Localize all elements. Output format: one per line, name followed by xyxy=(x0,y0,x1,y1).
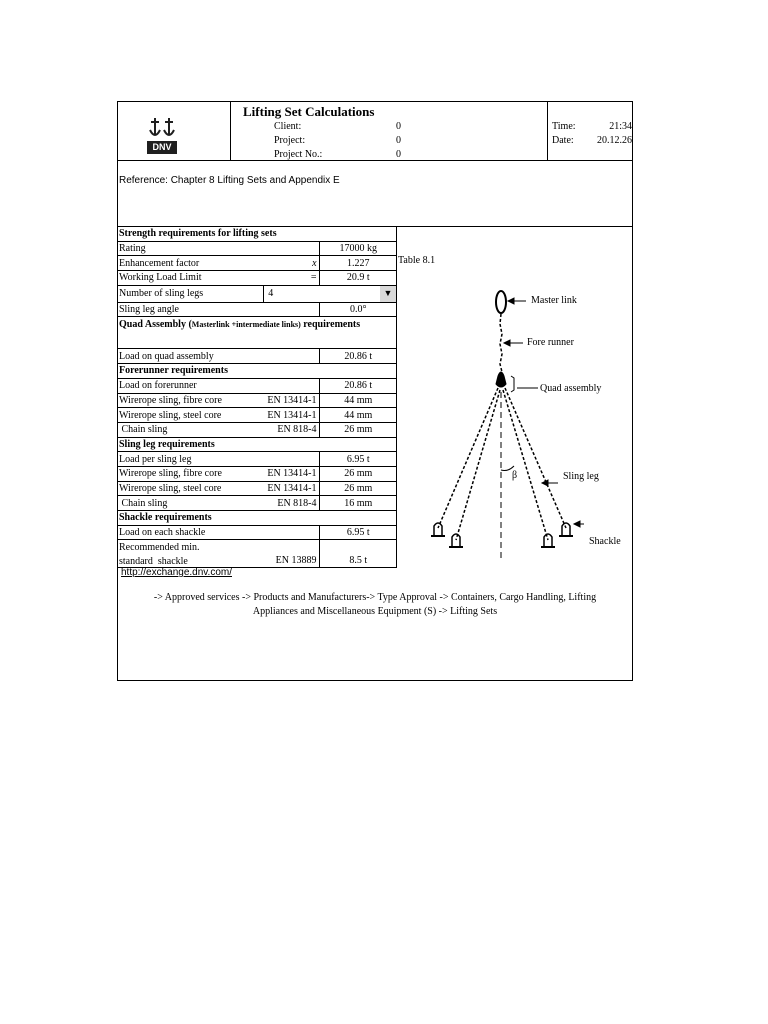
calculation-table xyxy=(118,226,397,568)
project-value: 0 xyxy=(396,135,401,146)
row-value: 16 mm xyxy=(319,496,396,511)
reference-text: Reference: Chapter 8 Lifting Sets and Appendix E xyxy=(119,175,340,186)
row-label: Enhancement factor xyxy=(118,256,264,271)
project-no-value: 0 xyxy=(396,149,401,160)
path-line-1: -> Approved services -> Products and Manufacturers-> Type Approval -> Containers, Cargo Handling, Lifting xyxy=(153,592,597,603)
row-mark xyxy=(264,241,319,256)
client-value: 0 xyxy=(396,121,401,132)
calculation-sheet xyxy=(117,101,633,681)
row-label: Load on forerunner xyxy=(118,378,264,393)
table-row xyxy=(118,525,397,540)
project-label: Project: xyxy=(274,135,306,146)
row-value: 26 mm xyxy=(319,466,396,481)
table-row xyxy=(118,302,397,317)
header-bottom-line xyxy=(118,160,632,161)
row-label: Chain sling xyxy=(118,422,264,437)
table-row xyxy=(118,496,397,511)
path-line-2: Appliances and Miscellaneous Equipment (S) -> Lifting Sets xyxy=(252,606,498,617)
shackle-label: Shackle xyxy=(589,536,621,547)
row-mark: = xyxy=(264,271,319,286)
row-value: 20.86 t xyxy=(319,349,396,364)
table-row xyxy=(118,422,397,437)
client-label: Client: xyxy=(274,121,302,132)
row-label: Wirerope sling, steel core xyxy=(118,481,264,496)
row-label: Load on quad assembly xyxy=(118,349,264,364)
row-label: Wirerope sling, fibre core xyxy=(118,393,264,408)
table-row xyxy=(118,452,397,467)
table-heading-row xyxy=(118,227,397,242)
row-std: EN 818-4 xyxy=(264,422,319,437)
sling-legs-value: 4 xyxy=(268,288,274,300)
row-value: 26 mm xyxy=(319,422,396,437)
rec-label: Recommended min. standard shackle xyxy=(118,540,264,568)
header-divider-left xyxy=(230,102,231,160)
table-row xyxy=(118,349,397,364)
sling-legs-dropdown[interactable] xyxy=(264,285,397,302)
dropdown-arrow-icon[interactable]: ▼ xyxy=(380,286,396,302)
forerunner-heading: Forerunner requirements xyxy=(118,364,397,379)
table-heading-row xyxy=(118,364,397,379)
row-value: 8.5 t xyxy=(319,540,396,568)
row-value: 6.95 t xyxy=(319,452,396,467)
date-value: 20.12.26 xyxy=(597,135,632,146)
table-row xyxy=(118,256,397,271)
row-std: EN 13414-1 xyxy=(264,408,319,423)
row-value: 20.86 t xyxy=(319,378,396,393)
row-value: 44 mm xyxy=(319,393,396,408)
table-row xyxy=(118,241,397,256)
row-std: EN 13414-1 xyxy=(264,481,319,496)
fore-runner-label: Fore runner xyxy=(527,337,574,348)
table-row xyxy=(118,466,397,481)
sling-leg-label: Sling leg xyxy=(563,471,599,482)
quad-heading: Quad Assembly (Masterlink +intermediate links) requirements xyxy=(118,317,397,349)
row-label: Sling leg angle xyxy=(118,302,264,317)
row-label: Wirerope sling, steel core xyxy=(118,408,264,423)
table-ref: Table 8.1 xyxy=(398,255,436,266)
table-row xyxy=(118,393,397,408)
row-std: EN 818-4 xyxy=(264,496,319,511)
table-row xyxy=(118,271,397,286)
lifting-set-diagram xyxy=(418,280,632,570)
row-std: EN 13414-1 xyxy=(264,466,319,481)
master-link-label: Master link xyxy=(531,295,577,306)
row-std xyxy=(264,378,319,393)
beta-label: β xyxy=(512,470,518,481)
time-value: 21:34 xyxy=(609,121,632,132)
date-label: Date: xyxy=(552,135,574,146)
row-label: Load on each shackle xyxy=(118,525,264,540)
row-mark: x xyxy=(264,256,319,271)
sling-angle-value[interactable]: 0.0° xyxy=(319,302,396,317)
row-std: EN 13414-1 xyxy=(264,393,319,408)
table-heading-row xyxy=(118,511,397,526)
table-row xyxy=(118,408,397,423)
table-heading-row xyxy=(118,437,397,452)
row-std: EN 13889 xyxy=(264,540,319,568)
header-divider-right xyxy=(547,102,548,160)
table-row xyxy=(118,378,397,393)
row-label: Chain sling xyxy=(118,496,264,511)
table-heading-row xyxy=(118,317,397,349)
row-label: Load per sling leg xyxy=(118,452,264,467)
rating-value[interactable]: 17000 kg xyxy=(319,241,396,256)
slingleg-heading: Sling leg requirements xyxy=(118,437,397,452)
table-row xyxy=(118,481,397,496)
row-label: Number of sling legs xyxy=(118,285,264,302)
time-label: Time: xyxy=(552,121,576,132)
dnv-logo xyxy=(147,115,177,155)
wll-value: 20.9 t xyxy=(319,271,396,286)
row-label: Working Load Limit xyxy=(118,271,264,286)
row-value: 26 mm xyxy=(319,481,396,496)
row-label: Wirerope sling, fibre core xyxy=(118,466,264,481)
page-title: Lifting Set Calculations xyxy=(243,104,375,119)
table-row xyxy=(118,540,397,568)
row-value: 6.95 t xyxy=(319,525,396,540)
enhancement-value: 1.227 xyxy=(319,256,396,271)
strength-heading: Strength requirements for lifting sets xyxy=(118,227,397,242)
table-row xyxy=(118,285,397,302)
logo-text: DNV xyxy=(152,142,172,152)
project-no-label: Project No.: xyxy=(274,149,323,160)
quad-assembly-label: Quad assembly xyxy=(540,383,602,394)
row-label: Rating xyxy=(118,241,264,256)
row-value: 44 mm xyxy=(319,408,396,423)
row-std xyxy=(264,452,319,467)
dnv-exchange-link[interactable]: http://exchange.dnv.com/ xyxy=(121,567,232,578)
shackle-heading: Shackle requirements xyxy=(118,511,397,526)
